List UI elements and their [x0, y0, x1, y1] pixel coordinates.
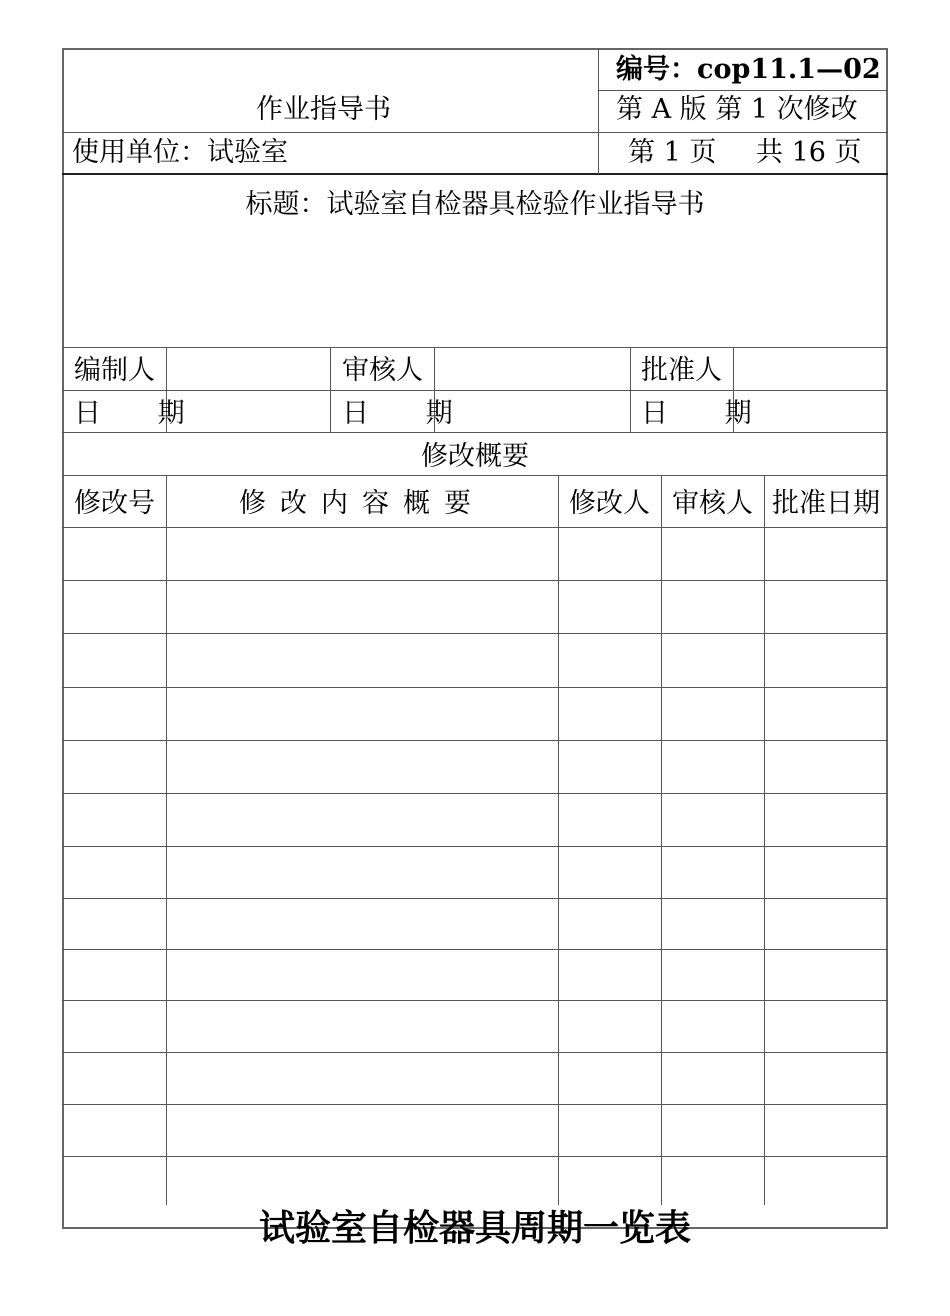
- rule: [62, 432, 888, 433]
- table-column-rule: [166, 475, 167, 1205]
- doc-number: 编号：cop11.1—02: [616, 54, 881, 85]
- date-label: 日 期: [74, 398, 209, 429]
- col-header-approve-date: 批准日期: [772, 488, 880, 519]
- approved-by-label: 批准人: [641, 355, 722, 386]
- document-title: 标题：试验室自检器具检验作业指导书: [245, 189, 705, 220]
- footer-title: 试验室自检器具周期一览表: [258, 1207, 691, 1249]
- revision-label: 第 A 版 第 1 次修改: [616, 94, 858, 125]
- rule: [62, 173, 888, 175]
- table-column-rule: [558, 475, 559, 1205]
- rule: [598, 90, 888, 91]
- table-column-rule: [764, 475, 765, 1205]
- using-unit: 使用单位：试验室: [72, 137, 288, 168]
- col-header-content: 修改内容概要: [239, 488, 485, 519]
- rule: [62, 347, 888, 348]
- revision-summary-title: 修改概要: [421, 441, 529, 472]
- date-label: 日 期: [641, 398, 776, 429]
- col-header-reviewer: 审核人: [672, 488, 753, 519]
- rule: [62, 132, 888, 133]
- doc-type-label: 作业指导书: [256, 94, 391, 125]
- rule: [330, 347, 331, 432]
- table-column-rule: [661, 475, 662, 1205]
- page-number: 第 1 页: [628, 137, 717, 168]
- rule: [630, 347, 631, 432]
- rule: [62, 390, 888, 391]
- prepared-by-label: 编制人: [74, 355, 155, 386]
- page-total: 共 16 页: [756, 137, 862, 168]
- date-label: 日 期: [342, 398, 477, 429]
- rule: [598, 48, 599, 174]
- col-header-modifier: 修改人: [569, 488, 650, 519]
- reviewed-by-label: 审核人: [342, 355, 423, 386]
- col-header-revision-no: 修改号: [74, 488, 155, 519]
